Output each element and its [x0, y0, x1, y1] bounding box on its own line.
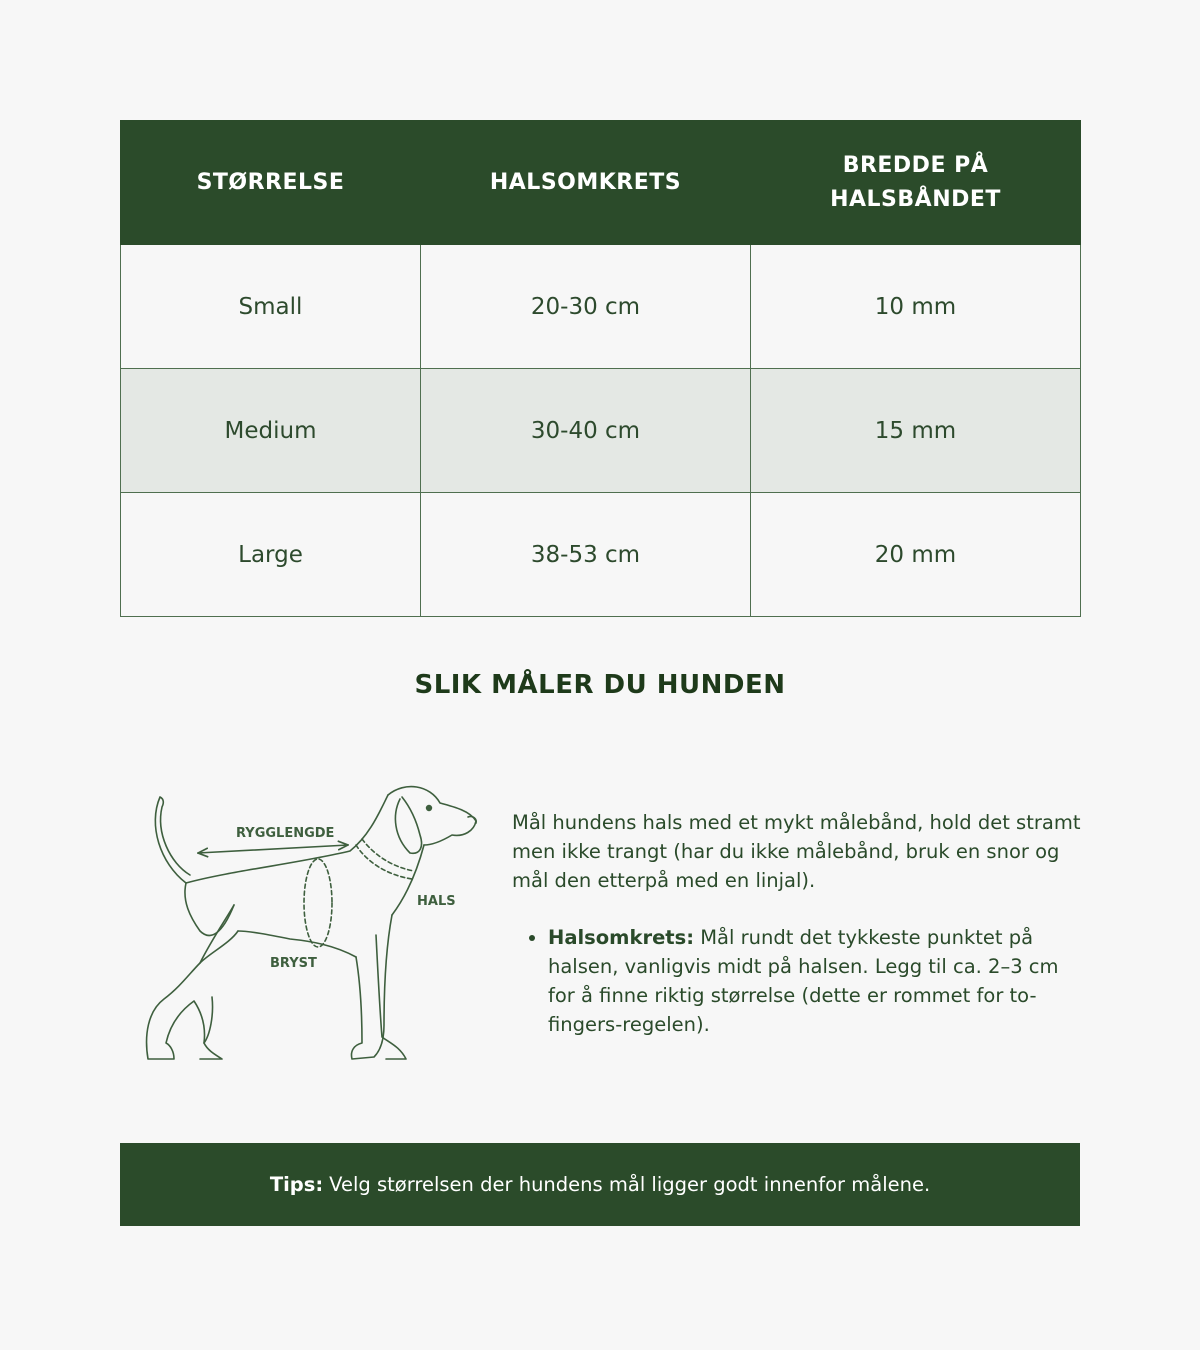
- size-table: [120, 120, 1081, 617]
- table-row: [121, 369, 1081, 493]
- table-header-row: [121, 121, 1081, 245]
- neck-cell: 20-30 cm: [421, 245, 751, 369]
- chest-label: BRYST: [270, 956, 317, 971]
- neck-cell: 30-40 cm: [421, 369, 751, 493]
- tips-banner: [120, 1143, 1080, 1226]
- bullet-term: Halsomkrets:: [548, 926, 695, 949]
- section-title: SLIK MÅLER DU HUNDEN: [414, 670, 786, 700]
- size-cell: Small: [121, 245, 421, 369]
- dog-measurement-illustration: [130, 775, 490, 1075]
- width-cell: 20 mm: [751, 493, 1081, 617]
- tips-label: Tips:: [269, 1173, 324, 1196]
- header-neck-circumference: HALSOMKRETS: [421, 121, 751, 245]
- header-size: STØRRELSE: [121, 121, 421, 245]
- table-row: [121, 245, 1081, 369]
- header-collar-width: BREDDE PÅ HALSBÅNDET: [751, 121, 1081, 245]
- bullet-text: Mål rundt det tykkeste punktet på halsen, vanligvis midt på halsen. Legg til ca. 2–3 cm for å finne riktig størrelse (dette er rommet for to-fingers-regelen).: [548, 926, 1059, 1036]
- back-length-label: RYGGLENGDE: [236, 826, 335, 841]
- measurement-instructions: [512, 808, 1082, 1039]
- tips-text: Velg størrelsen der hundens mål ligger godt innenfor målene.: [329, 1173, 931, 1196]
- instructions-intro: Mål hundens hals med et mykt målebånd, hold det stramt men ikke trangt (har du ikke målebånd, bruk en snor og mål den etterpå med en linjal).: [512, 811, 1081, 892]
- size-cell: Medium: [121, 369, 421, 493]
- list-item: [548, 923, 1082, 1039]
- instructions-list: [512, 923, 1082, 1039]
- neck-label: HALS: [417, 894, 456, 909]
- width-cell: 15 mm: [751, 369, 1081, 493]
- dog-outline-icon: [130, 775, 490, 1075]
- table-row: [121, 493, 1081, 617]
- size-cell: Large: [121, 493, 421, 617]
- neck-cell: 38-53 cm: [421, 493, 751, 617]
- width-cell: 10 mm: [751, 245, 1081, 369]
